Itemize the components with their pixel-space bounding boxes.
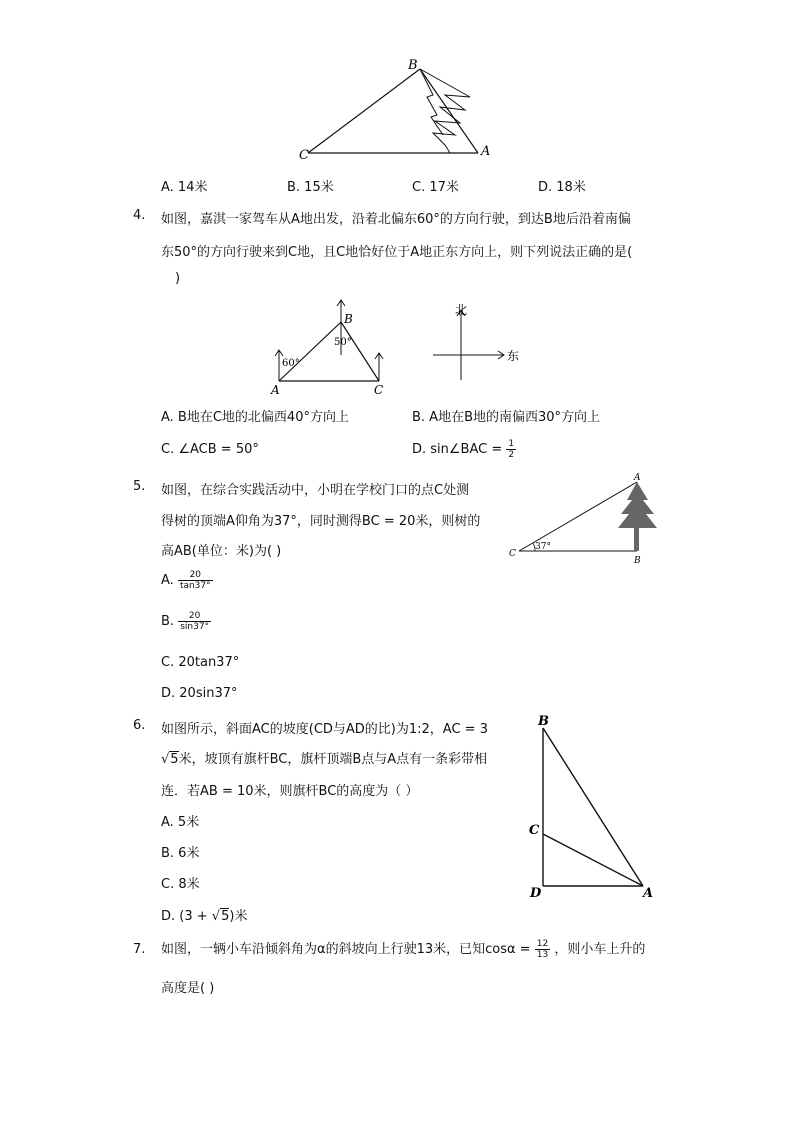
q5-option-a-den: tan37° [179, 581, 211, 591]
q5-option-c: C. 20tan37° [161, 655, 240, 670]
q7-line1-den: 13 [536, 950, 549, 960]
q5-option-b-den: sin37° [180, 622, 210, 632]
q4-option-b: B. A地在B地的南偏西30°方向上 [412, 410, 601, 425]
q6-number: 6. [133, 718, 146, 733]
q4-line2: 东50°的方向行驶来到C地，且C地恰好位于A地正东方向上，则下列说法正确的是( [161, 245, 633, 260]
east-label: 东 [507, 349, 520, 363]
q5-option-d: D. 20sin37° [161, 686, 238, 701]
q4-option-d-prefix: D. sin∠BAC = [412, 442, 503, 457]
q6-label-b: B [538, 714, 549, 729]
q3-option-c: C. 17米 [412, 180, 459, 195]
pine-tree-icon [618, 482, 657, 551]
q6-option-d-suffix: )米 [229, 909, 248, 924]
q4-line1: 如图，嘉淇一家驾车从A地出发，沿着北偏东60°的方向行驶，到达B地后沿着南偏 [161, 212, 631, 227]
q5-option-b-fraction [178, 611, 211, 632]
q5-label-b: B [634, 556, 641, 566]
q4-option-d-fraction [506, 439, 516, 460]
q7-cos-fraction [535, 939, 550, 960]
q4-option-c: C. ∠ACB = 50° [161, 442, 259, 457]
q6-label-d: D [530, 886, 542, 900]
q4-option-d [412, 439, 516, 460]
q6-option-b: B. 6米 [161, 846, 200, 861]
q5-label-c: C [509, 549, 516, 559]
q5-figure [505, 470, 670, 570]
q6-option-c: C. 8米 [161, 877, 200, 892]
q4-option-d-den: 2 [508, 450, 515, 460]
q4-figure [265, 295, 395, 400]
q6-line3: 连．若AB = 10米，则旗杆BC的高度为（ ） [161, 784, 419, 799]
q3-label-a: A [481, 144, 491, 159]
q3-option-b: B. 15米 [287, 180, 334, 195]
compass-rose [428, 300, 528, 385]
q6-line2: √5米，坡顶有旗杆BC，旗杆顶端B点与A点有一条彩带相 [161, 752, 488, 767]
q6-option-d: D. (3 + √5)米 [161, 909, 248, 924]
q6-option-a: A. 5米 [161, 815, 200, 830]
q3-option-d: D. 18米 [538, 180, 586, 195]
q4-angle-b: 50° [334, 337, 352, 348]
q3-label-b: B [408, 58, 418, 73]
q3-figure [295, 55, 505, 165]
q7-line2: 高度是( ) [161, 981, 215, 996]
q5-option-a-num: 20 [178, 570, 213, 581]
q4-label-c: C [374, 383, 384, 397]
q6-label-a: A [643, 886, 654, 900]
q5-number: 5. [133, 479, 146, 494]
q5-angle: 37° [535, 542, 551, 552]
north-label: 北 [455, 303, 468, 317]
q6-option-d-prefix: D. (3 + [161, 909, 208, 924]
q5-option-a-prefix: A. [161, 573, 174, 588]
q7-number: 7. [133, 942, 146, 957]
q5-line3: 高AB(单位：米)为( ) [161, 544, 282, 559]
q7-line1-num: 12 [536, 939, 549, 949]
q6-label-c: C [529, 823, 540, 838]
q5-line1: 如图，在综合实践活动中，小明在学校门口的点C处测 [161, 483, 470, 498]
q5-option-b-prefix: B. [161, 614, 175, 629]
q4-label-b: B [344, 312, 353, 326]
q6-line1: 如图所示，斜面AC的坡度(CD与AD的比)为1:2，AC = 3 [161, 722, 488, 737]
q3-option-a: A. 14米 [161, 180, 208, 195]
q4-option-d-num: 1 [508, 439, 515, 449]
q4-label-a: A [271, 383, 280, 397]
q6-line2-sqrt: 5 [170, 752, 179, 767]
q5-label-a: A [634, 473, 641, 483]
q4-line3: ) [175, 271, 181, 286]
q6-line2-rest: 米，坡顶有旗杆BC，旗杆顶端B点与A点有一条彩带相 [178, 752, 488, 767]
q7-line1-prefix: 如图，一辆小车沿倾斜角为α的斜坡向上行驶13米，已知cosα = [161, 942, 531, 957]
q5-line2: 得树的顶端A仰角为37°，同时测得BC = 20米，则树的 [161, 514, 481, 529]
tree-icon [420, 69, 470, 153]
q5-option-a [161, 570, 213, 591]
q4-angle-a: 60° [282, 358, 300, 369]
q5-option-b-num: 20 [178, 611, 211, 622]
q3-label-c: C [299, 148, 309, 163]
q5-option-b [161, 611, 211, 632]
q5-option-a-fraction [178, 570, 213, 591]
q6-option-d-sqrt: 5 [221, 909, 230, 924]
q6-figure [525, 710, 665, 900]
q7-line1-suffix: ，则小车上升的 [554, 942, 646, 957]
q7-line1 [161, 938, 645, 960]
q4-option-a: A. B地在C地的北偏西40°方向上 [161, 410, 349, 425]
q4-number: 4. [133, 208, 146, 223]
